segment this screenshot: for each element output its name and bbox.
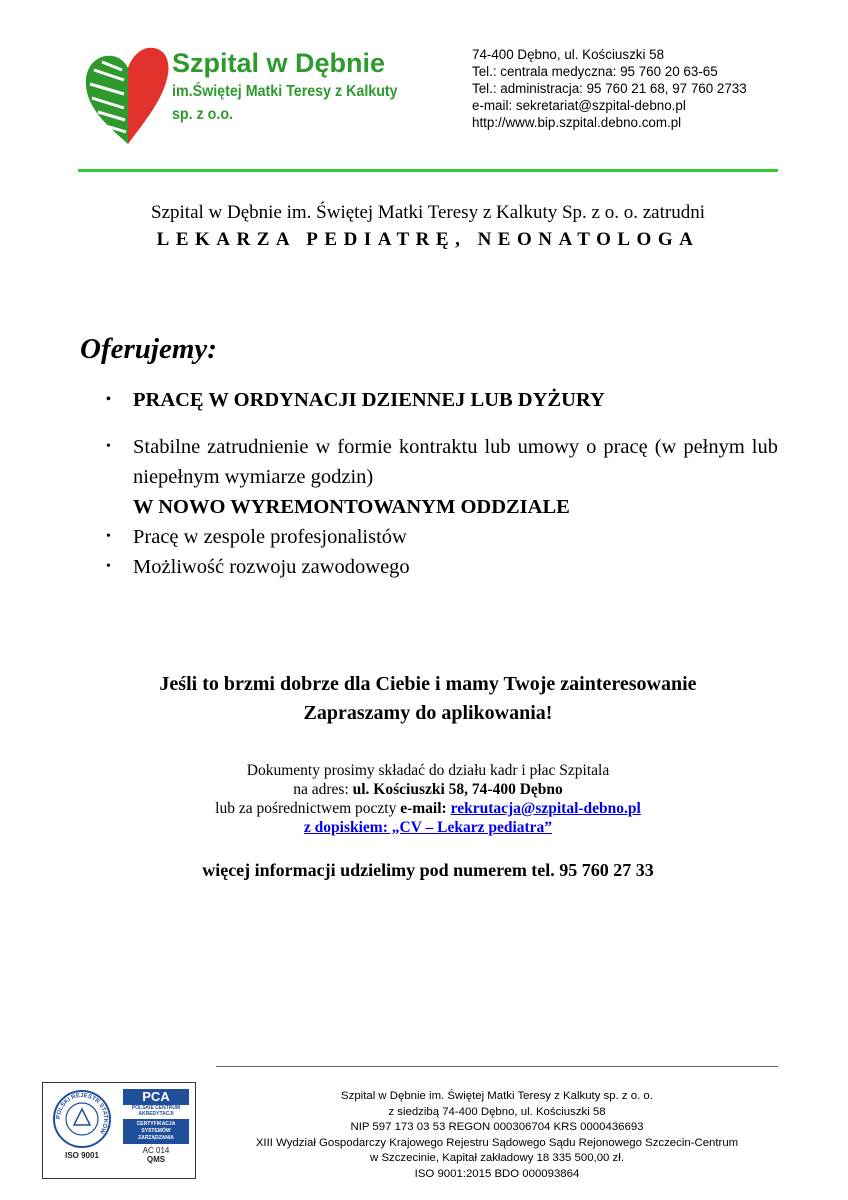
bullet-icon: •: [106, 529, 111, 544]
pca-certificate: [123, 1089, 189, 1164]
list-item: [106, 385, 778, 415]
prs-certificate: [49, 1089, 115, 1160]
footer-line: XIII Wydział Gospodarczy Krajowego Rejestru Sądowego Sądu Rejonowego Szczecin-Centrum: [255, 1136, 739, 1149]
bullet-icon: •: [106, 439, 111, 454]
email-subject-note[interactable]: z dopiskiem: „CV – Lekarz pediatra”: [303, 819, 553, 836]
list-item: [106, 552, 778, 582]
contact-block: [472, 46, 747, 131]
contact-website[interactable]: http://www.bip.szpital.debno.com.pl: [472, 115, 682, 130]
logo-patron: im.Świętej Matki Teresy z Kalkuty: [172, 83, 398, 100]
pca-subtitle-1: POLSKIE CENTRUM: [131, 1105, 181, 1111]
footer-divider: [216, 1066, 778, 1067]
docs-line-1: Dokumenty prosimy składać do działu kadr i płac Szpitala: [246, 762, 610, 779]
pca-subtitle-2: AKREDYTACJI: [138, 1111, 174, 1117]
intro-line: Szpital w Dębnie im. Świętej Matki Teresy z Kalkuty Sp. z o. o. zatrudni: [151, 202, 705, 223]
bullet-icon: •: [106, 559, 111, 574]
docs-address-prefix: na adres:: [293, 781, 349, 798]
heart-leaf-icon: [80, 40, 172, 150]
cta-line-2: Zapraszamy do aplikowania!: [303, 702, 553, 724]
logo-wordmark: [172, 46, 417, 126]
pca-band: CERTYFIKACJA SYSTEMÓW ZARZĄDZANIA: [123, 1119, 189, 1144]
prs-seal-icon: [52, 1089, 112, 1149]
offer-heading: Oferujemy:: [80, 333, 217, 365]
logo-legal-form: sp. z o.o.: [172, 106, 234, 123]
contact-email[interactable]: e-mail: sekretariat@szpital-debno.pl: [472, 98, 686, 113]
contact-address: 74-400 Dębno, ul. Kościuszki 58: [472, 47, 665, 62]
offer-item-text: Możliwość rozwoju zawodowego: [133, 556, 410, 578]
recruitment-email-link[interactable]: rekrutacja@szpital-debno.pl: [450, 800, 641, 817]
footer-line: w Szczecinie, Kapitał zakładowy 18 335 500,00 zł.: [370, 1152, 624, 1164]
docs-address: ul. Kościuszki 58, 74-400 Dębno: [352, 781, 563, 798]
prs-label: ISO 9001: [65, 1151, 99, 1160]
footer-line: z siedzibą 74-400 Dębno, ul. Kościuszki 58: [388, 1105, 606, 1118]
docs-email-prefix: lub za pośrednictwem poczty: [215, 800, 397, 817]
footer-line: NIP 597 173 03 53 REGON 000306704 KRS 0000436693: [350, 1121, 644, 1133]
docs-line-3: [78, 799, 778, 818]
cta-line-1: Jeśli to brzmi dobrze dla Ciebie i mamy Twoje zainteresowanie: [159, 673, 697, 695]
bullet-icon: •: [106, 392, 111, 407]
footer-line: ISO 9001:2015 BDO 000093864: [414, 1167, 580, 1180]
pca-label: QMS: [146, 1155, 166, 1164]
offer-item-text: Pracę w zespole profesjonalistów: [133, 526, 407, 548]
header-divider: [78, 169, 778, 172]
docs-email-label: e-mail:: [400, 800, 447, 817]
position-title: LEKARZA PEDIATRĘ, NEONATOLOGA: [156, 229, 700, 250]
docs-line-2: [78, 780, 778, 799]
offer-item-emphasis: W NOWO WYREMONTOWANYM ODDZIALE: [133, 496, 570, 518]
certificates-box: [42, 1082, 196, 1179]
pca-code: AC 014: [142, 1146, 170, 1155]
call-to-action: [78, 670, 778, 728]
prs-ring-text: POLSKI REJESTR STATKÓW: [55, 1092, 109, 1135]
more-info-phone: więcej informacji udzielimy pod numerem tel. 95 760 27 33: [202, 860, 654, 880]
pca-logo: PCA: [123, 1089, 189, 1105]
offer-list: [106, 385, 778, 582]
footer-line: Szpital w Dębnie im. Świętej Matki Teresy z Kalkuty sp. z o. o.: [341, 1090, 653, 1102]
docs-line-4: [78, 818, 778, 837]
contact-phone-admin: Tel.: administracja: 95 760 21 68, 97 760 2733: [472, 81, 747, 96]
list-item: [106, 522, 778, 552]
offer-item-text: Stabilne zatrudnienie w formie kontraktu lub umowy o pracę (w pełnym lub niepełnym wymiarze godzin): [133, 436, 778, 488]
logo-name: Szpital w Dębnie: [172, 48, 386, 78]
list-item: [106, 432, 778, 522]
hospital-logo: [80, 40, 410, 150]
footer-company-info: [216, 1089, 778, 1182]
documents-info: [78, 761, 778, 837]
offer-item-text: PRACĘ W ORDYNACJI DZIENNEJ LUB DYŻURY: [133, 389, 605, 411]
contact-phone-medical: Tel.: centrala medyczna: 95 760 20 63-65: [472, 64, 718, 79]
